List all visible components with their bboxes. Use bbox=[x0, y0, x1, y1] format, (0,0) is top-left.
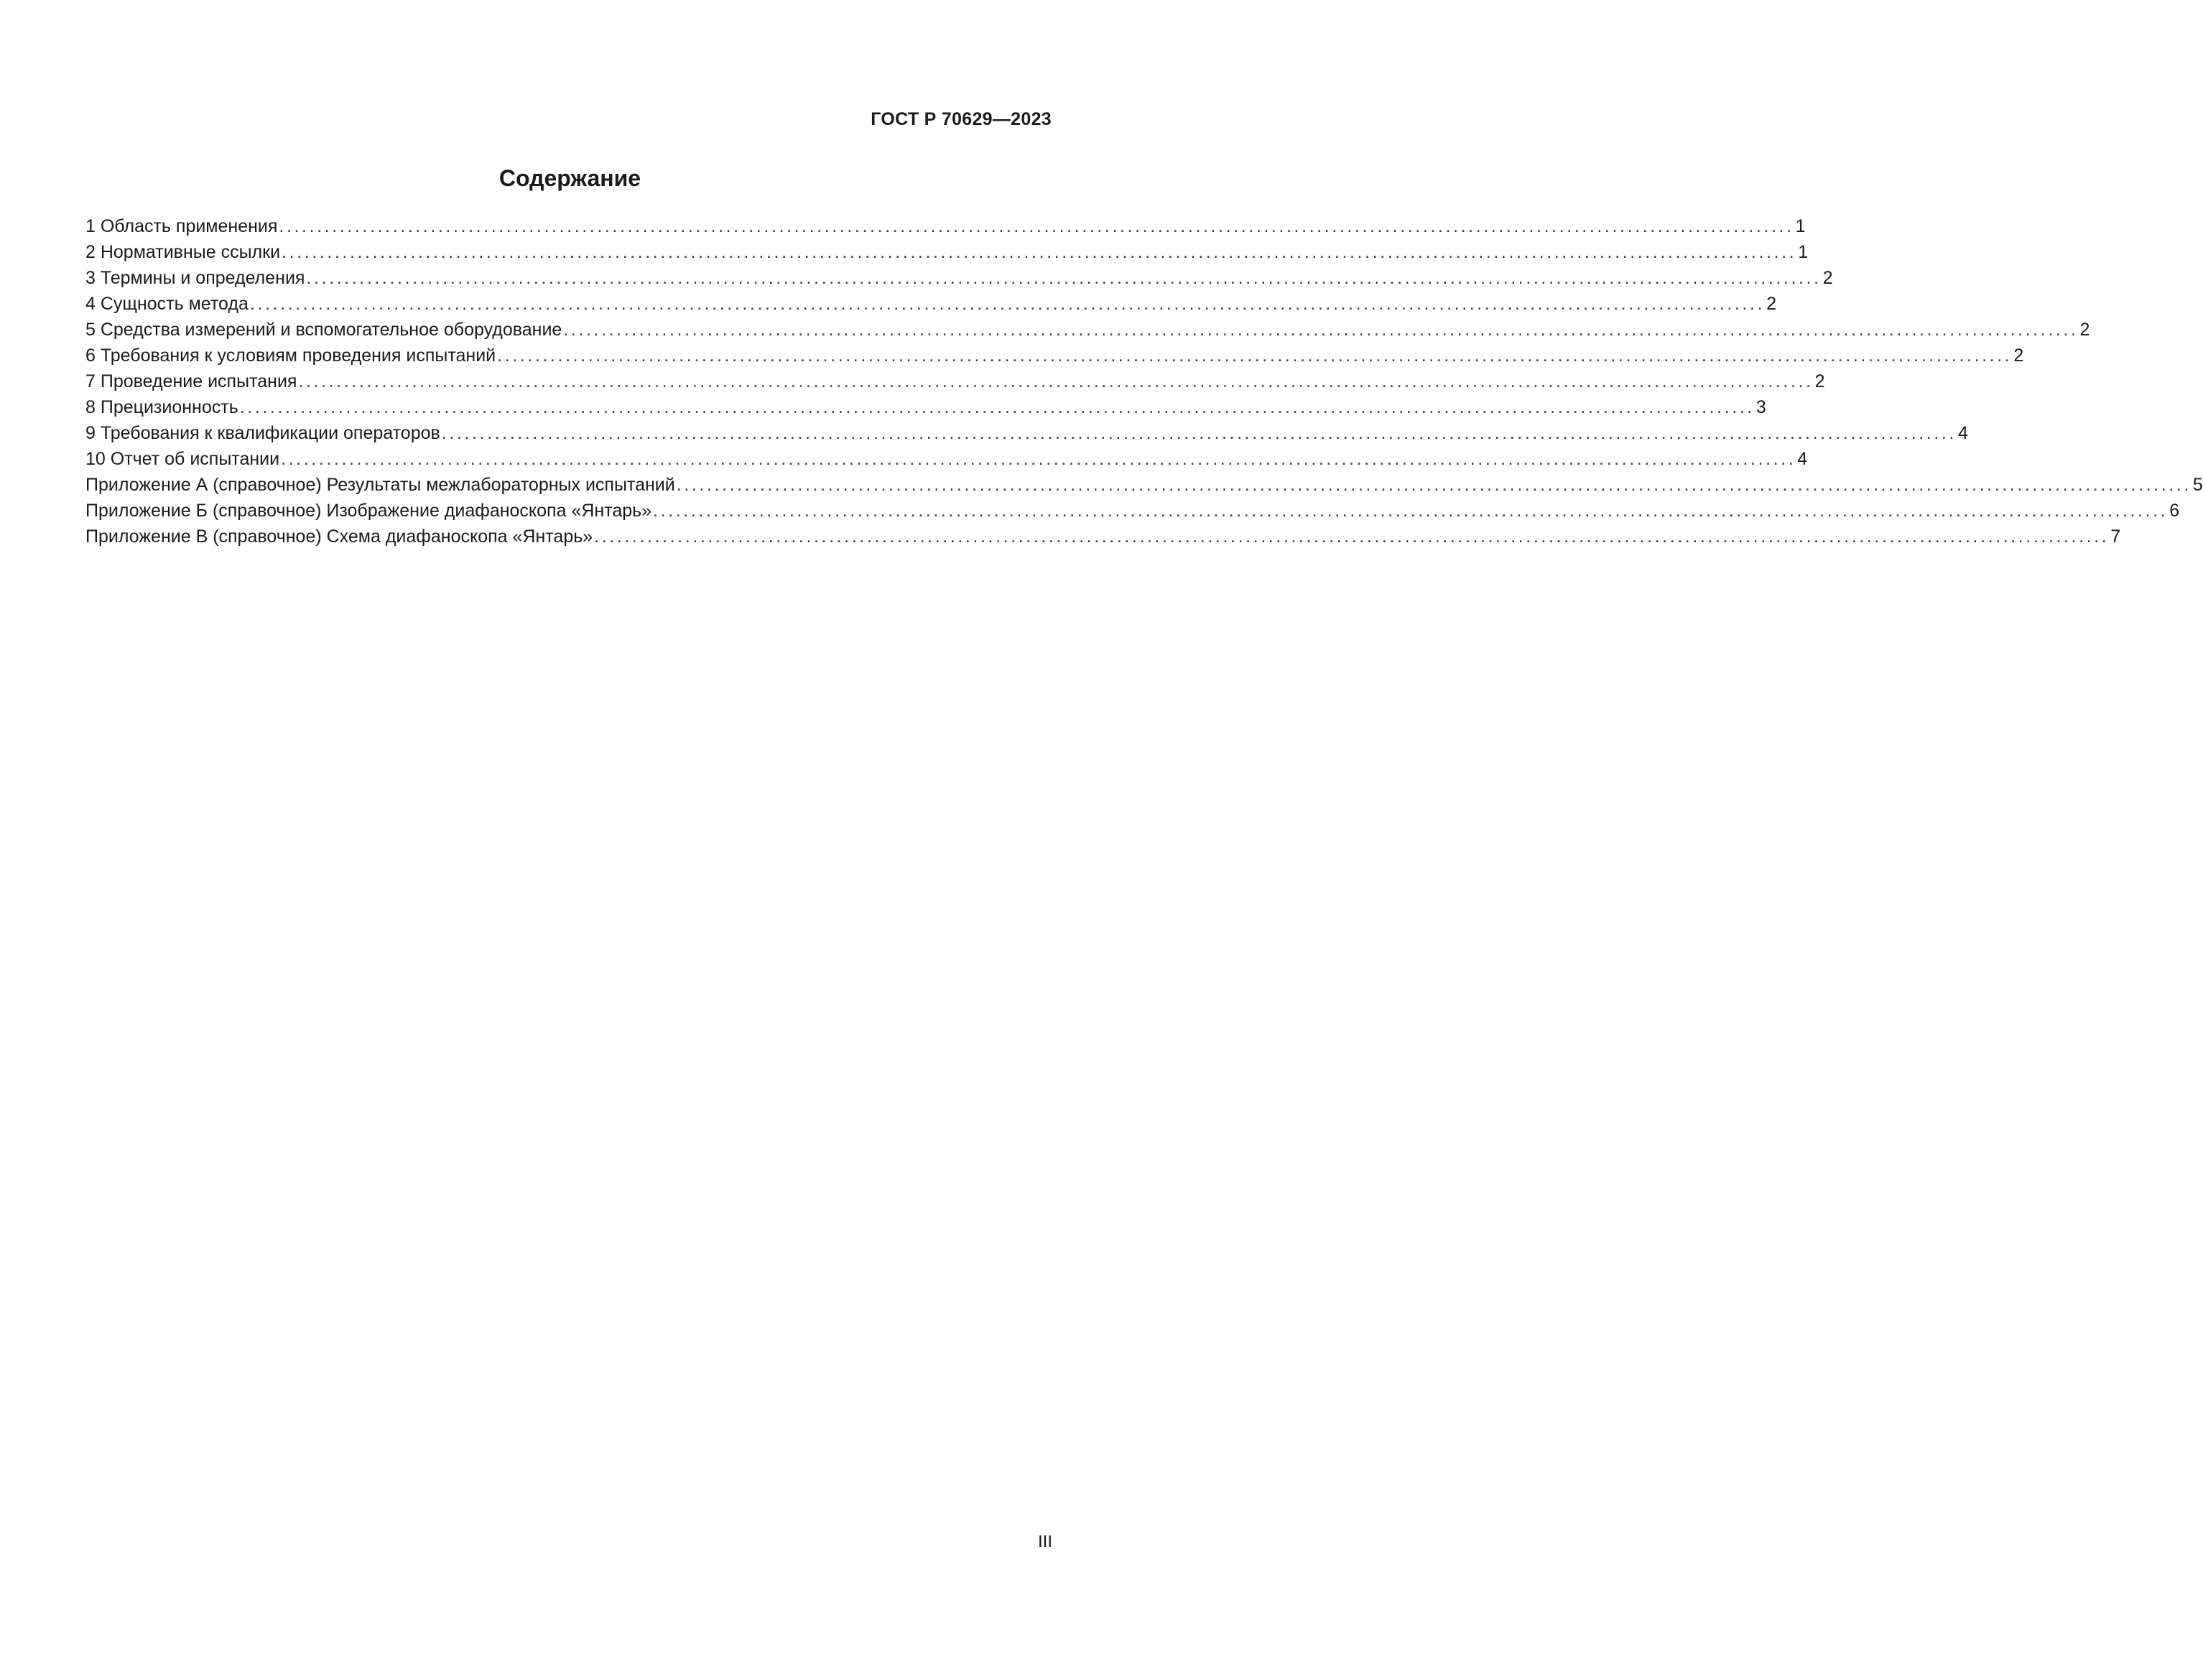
toc-dot-leader: ........................................................................................................................................................................................................ bbox=[676, 475, 2192, 495]
toc-item-page: 3 bbox=[1756, 397, 1766, 417]
toc-item-label: Приложение В (справочное) Схема диафаноскопа «Янтарь» bbox=[85, 526, 593, 547]
toc-item-page: 7 bbox=[2110, 526, 2121, 547]
document-code: ГОСТ Р 70629—2023 bbox=[871, 109, 1052, 129]
toc-item[interactable] bbox=[85, 394, 1766, 420]
toc-item[interactable] bbox=[85, 420, 1968, 446]
toc-item[interactable] bbox=[85, 213, 1806, 239]
toc-item-label: 7 Проведение испытания bbox=[85, 371, 297, 391]
toc-dot-leader: ........................................................................................................................................................................................................ bbox=[563, 320, 2079, 340]
toc-dot-leader: ........................................................................................................................................................................................................ bbox=[239, 397, 1755, 417]
toc-item[interactable] bbox=[85, 239, 1809, 265]
toc-item-page: 2 bbox=[2013, 345, 2024, 366]
toc-item[interactable] bbox=[85, 368, 1825, 394]
toc-item-label: Приложение А (справочное) Результаты межлабораторных испытаний bbox=[85, 475, 675, 495]
toc-item[interactable] bbox=[85, 446, 1808, 472]
toc-item-label: 9 Требования к квалификации операторов bbox=[85, 423, 440, 443]
toc-item-label: 6 Требования к условиям проведения испытаний bbox=[85, 345, 496, 366]
toc-dot-leader: ........................................................................................................................................................................................................ bbox=[279, 216, 1794, 236]
toc-item-page: 6 bbox=[2169, 501, 2180, 521]
toc-item-page: 2 bbox=[1814, 371, 1825, 391]
toc-item[interactable] bbox=[85, 472, 2203, 498]
toc-dot-leader: ........................................................................................................................................................................................................ bbox=[594, 526, 2110, 547]
toc-item-page: 1 bbox=[1798, 242, 1809, 262]
toc-item-page: 5 bbox=[2192, 475, 2203, 495]
toc-item-page: 2 bbox=[1766, 294, 1776, 314]
toc-dot-leader: ........................................................................................................................................................................................................ bbox=[281, 449, 1796, 469]
toc-item-label: Приложение Б (справочное) Изображение диафаноскопа «Янтарь» bbox=[85, 501, 652, 521]
toc-item[interactable] bbox=[85, 317, 2090, 343]
toc-item[interactable] bbox=[85, 265, 1833, 291]
toc-item-page: 4 bbox=[1957, 423, 1968, 443]
toc-item-page: 2 bbox=[1822, 268, 1833, 288]
toc-dot-leader: ........................................................................................................................................................................................................ bbox=[306, 268, 1822, 288]
toc-item[interactable] bbox=[85, 498, 2180, 524]
toc-item-label: 2 Нормативные ссылки bbox=[85, 242, 281, 262]
toc-item-label: 8 Прецизионность bbox=[85, 397, 238, 417]
toc-item-label: 3 Термины и определения bbox=[85, 268, 305, 288]
toc-item-label: 1 Область применения bbox=[85, 216, 278, 236]
toc-item-page: 1 bbox=[1795, 216, 1806, 236]
toc-item-label: 10 Отчет об испытании bbox=[85, 449, 280, 469]
toc-dot-leader: ........................................................................................................................................................................................................ bbox=[497, 345, 2013, 366]
toc-item-page: 2 bbox=[2079, 320, 2090, 340]
page-number: III bbox=[1037, 1532, 1052, 1551]
toc-item[interactable] bbox=[85, 343, 2024, 368]
toc-item[interactable] bbox=[85, 291, 1776, 317]
table-of-contents bbox=[85, 213, 2203, 549]
toc-dot-leader: ........................................................................................................................................................................................................ bbox=[249, 294, 1766, 314]
toc-dot-leader: ........................................................................................................................................................................................................ bbox=[653, 501, 2169, 521]
toc-dot-leader: ........................................................................................................................................................................................................ bbox=[282, 242, 1797, 262]
toc-item-label: 5 Средства измерений и вспомогательное оборудование bbox=[85, 320, 562, 340]
toc-dot-leader: ........................................................................................................................................................................................................ bbox=[298, 371, 1814, 391]
toc-item-label: 4 Сущность метода bbox=[85, 294, 249, 314]
toc-dot-leader: ........................................................................................................................................................................................................ bbox=[441, 423, 1957, 443]
toc-item[interactable] bbox=[85, 524, 2121, 549]
toc-title: Содержание bbox=[498, 165, 641, 191]
toc-item-page: 4 bbox=[1797, 449, 1808, 469]
